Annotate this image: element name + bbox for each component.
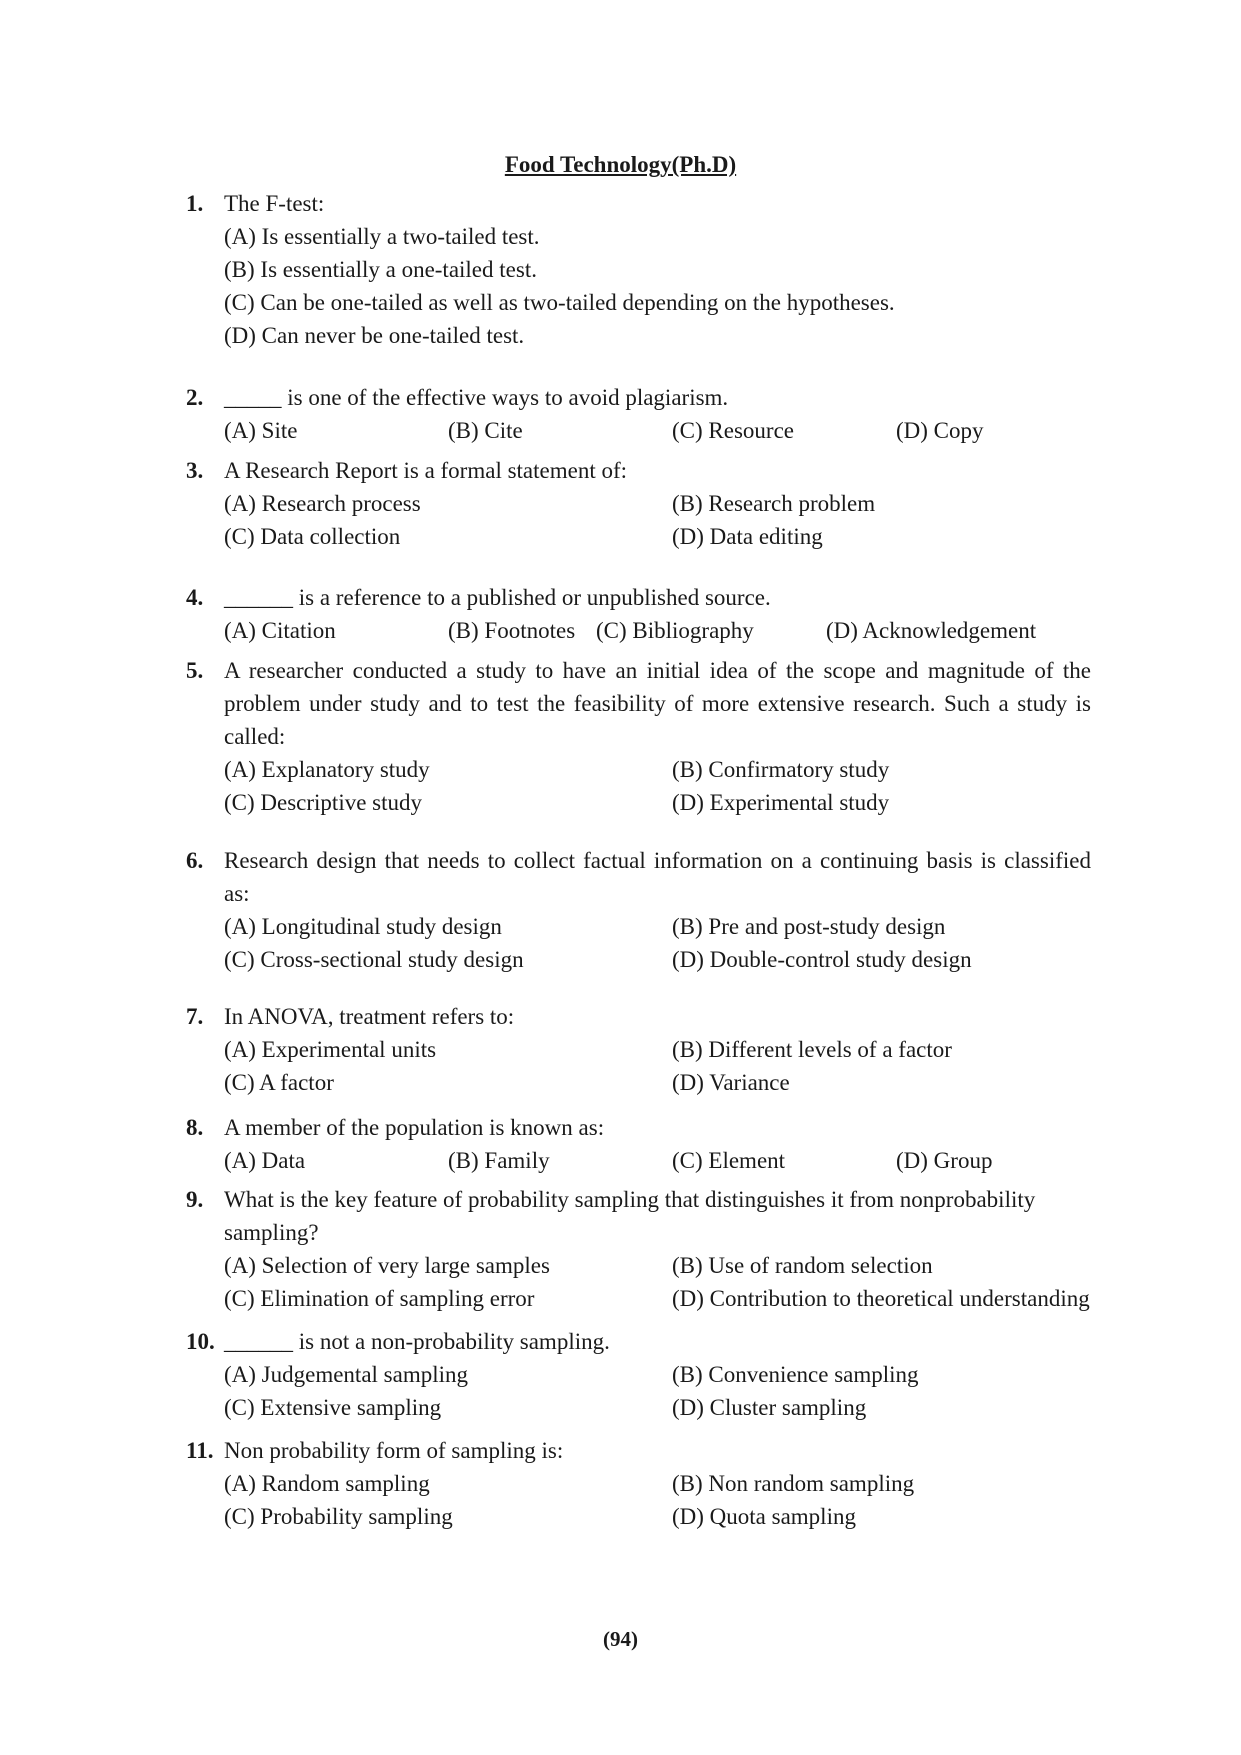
option-c: (C) Bibliography xyxy=(596,618,754,643)
option-d: (D) Copy xyxy=(896,418,984,443)
question-7 xyxy=(186,1000,1091,1099)
option-b: (B) Family xyxy=(448,1148,550,1173)
question-text: _____ is one of the effective ways to avoid plagiarism. xyxy=(224,385,729,410)
question-8 xyxy=(186,1111,1091,1177)
question-number: 6. xyxy=(186,848,204,873)
option-d: (D) Can never be one-tailed test. xyxy=(224,323,525,348)
question-text: ______ is a reference to a published or unpublished source. xyxy=(224,585,771,610)
option-d: (D) Double-control study design xyxy=(672,947,972,972)
option-c: (C) Cross-sectional study design xyxy=(224,947,524,972)
question-number: 4. xyxy=(186,585,204,610)
option-a: (A) Judgemental sampling xyxy=(224,1362,469,1387)
option-b: (B) Footnotes xyxy=(448,618,576,643)
question-number: 1. xyxy=(186,191,204,216)
option-a: (A) Data xyxy=(224,1148,306,1173)
question-11 xyxy=(186,1434,1091,1533)
option-c: (C) Can be one-tailed as well as two-tailed depending on the hypotheses. xyxy=(224,290,895,315)
page-number: (94) xyxy=(603,1627,638,1651)
option-a: (A) Research process xyxy=(224,491,421,516)
question-text: Research design that needs to collect factual information on a continuing basis is classified as: xyxy=(224,848,1091,906)
question-number: 11. xyxy=(186,1438,214,1463)
option-b: (B) Is essentially a one-tailed test. xyxy=(224,257,537,282)
question-3 xyxy=(186,454,1091,553)
option-a: (A) Longitudinal study design xyxy=(224,914,502,939)
option-d: (D) Variance xyxy=(672,1070,790,1095)
option-c: (C) Probability sampling xyxy=(224,1504,453,1529)
option-b: (B) Use of random selection xyxy=(672,1253,933,1278)
question-text: In ANOVA, treatment refers to: xyxy=(224,1004,515,1029)
question-5 xyxy=(186,654,1091,819)
question-text: ______ is not a non-probability sampling. xyxy=(224,1329,610,1354)
option-d: (D) Contribution to theoretical understanding xyxy=(672,1286,1090,1311)
question-number: 3. xyxy=(186,458,204,483)
option-c: (C) Element xyxy=(672,1148,786,1173)
option-a: (A) Experimental units xyxy=(224,1037,437,1062)
question-text: Non probability form of sampling is: xyxy=(224,1438,564,1463)
option-d: (D) Quota sampling xyxy=(672,1504,856,1529)
option-b: (B) Cite xyxy=(448,418,523,443)
question-4 xyxy=(186,581,1091,647)
option-b: (B) Convenience sampling xyxy=(672,1362,919,1387)
option-a: (A) Citation xyxy=(224,618,336,643)
option-d: (D) Experimental study xyxy=(672,790,890,815)
question-number: 9. xyxy=(186,1187,204,1212)
option-c: (C) Elimination of sampling error xyxy=(224,1286,535,1311)
question-10 xyxy=(186,1325,1091,1424)
option-a: (A) Is essentially a two-tailed test. xyxy=(224,224,540,249)
option-a: (A) Random sampling xyxy=(224,1471,430,1496)
question-9 xyxy=(186,1183,1091,1315)
option-c: (C) A factor xyxy=(224,1070,334,1095)
option-b: (B) Different levels of a factor xyxy=(672,1037,952,1062)
question-6 xyxy=(186,844,1091,976)
question-number: 8. xyxy=(186,1115,204,1140)
option-a: (A) Explanatory study xyxy=(224,757,430,782)
option-d: (D) Acknowledgement xyxy=(826,618,1037,643)
question-number: 2. xyxy=(186,385,204,410)
question-text: What is the key feature of probability sampling that distinguishes it from nonprobability sampling? xyxy=(224,1187,1036,1245)
option-c: (C) Extensive sampling xyxy=(224,1395,442,1420)
question-1 xyxy=(186,187,1091,352)
option-c: (C) Data collection xyxy=(224,524,401,549)
option-b: (B) Pre and post-study design xyxy=(672,914,946,939)
option-a: (A) Selection of very large samples xyxy=(224,1253,550,1278)
page-title: Food Technology(Ph.D) xyxy=(504,152,737,177)
option-b: (B) Non random sampling xyxy=(672,1471,915,1496)
option-c: (C) Descriptive study xyxy=(224,790,423,815)
question-text: A Research Report is a formal statement of: xyxy=(224,458,628,483)
option-b: (B) Research problem xyxy=(672,491,876,516)
question-text: The F-test: xyxy=(224,191,325,216)
question-text: A researcher conducted a study to have an initial idea of the scope and magnitude of the problem under study and to test the feasibility of more extensive research. Such a study is called: xyxy=(224,658,1091,749)
option-b: (B) Confirmatory study xyxy=(672,757,890,782)
question-2 xyxy=(186,381,1091,447)
option-c: (C) Resource xyxy=(672,418,794,443)
question-number: 7. xyxy=(186,1004,204,1029)
question-number: 5. xyxy=(186,658,204,683)
option-d: (D) Cluster sampling xyxy=(672,1395,867,1420)
option-a: (A) Site xyxy=(224,418,298,443)
option-d: (D) Group xyxy=(896,1148,993,1173)
question-text: A member of the population is known as: xyxy=(224,1115,605,1140)
question-number: 10. xyxy=(186,1329,215,1354)
option-d: (D) Data editing xyxy=(672,524,823,549)
